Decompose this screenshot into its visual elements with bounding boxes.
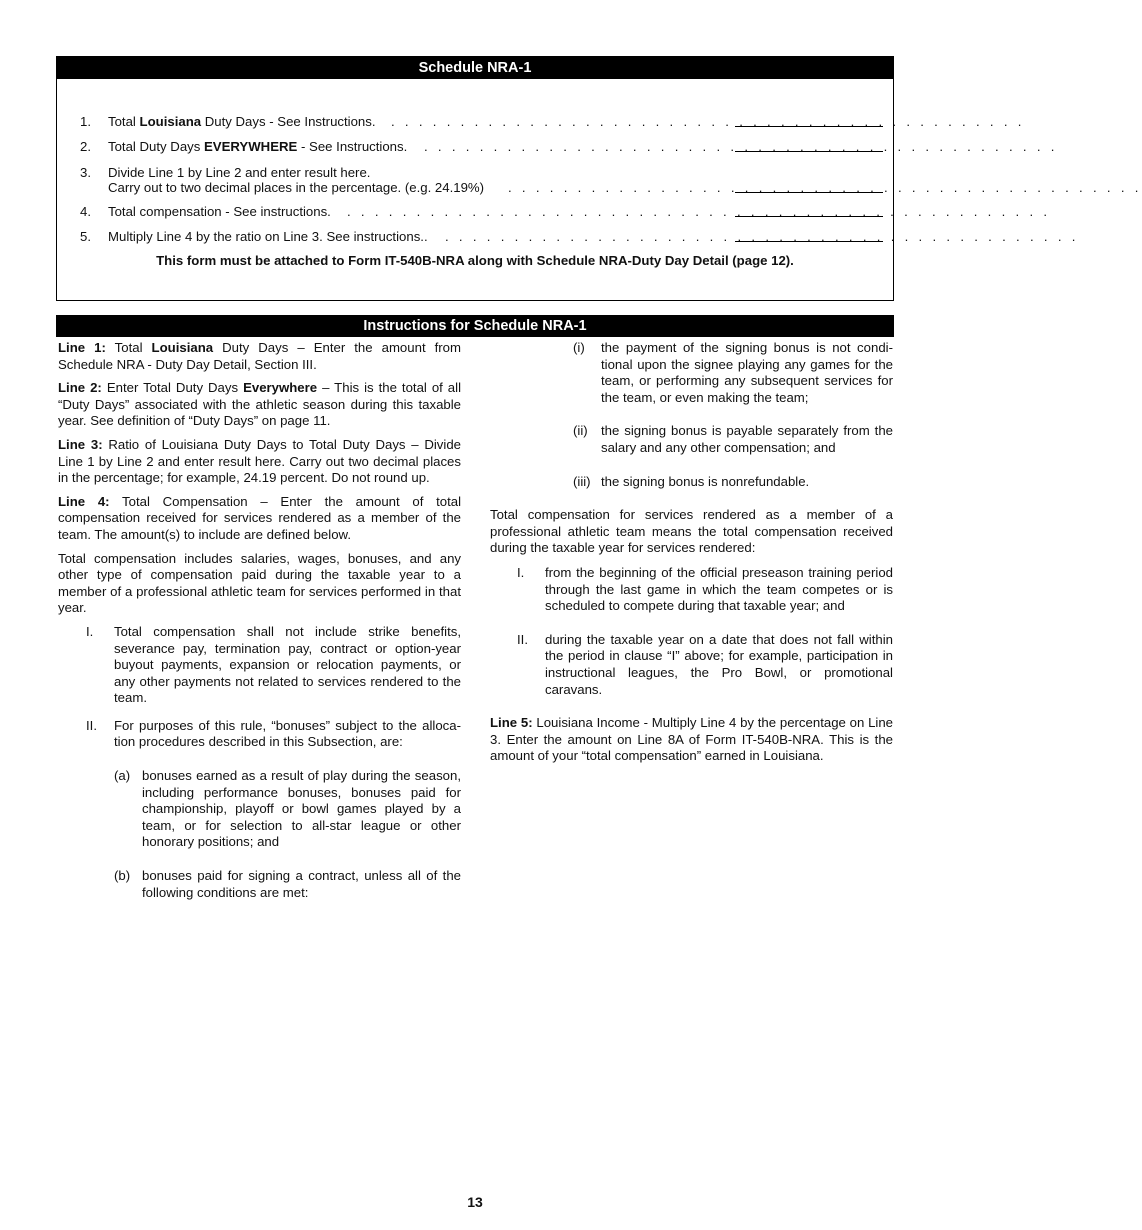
instructions-title: Instructions for Schedule NRA-1: [56, 315, 894, 337]
list-marker: (i): [573, 340, 585, 355]
line-4-label: Line 4:: [58, 493, 110, 509]
instructions-right-column: [490, 340, 893, 772]
line-number: 1.: [80, 114, 91, 129]
dot-leader: . . . . . . . . . . . . . . . . . . . . . . . . . . . . . . . . . . . . . . . . . . . . . .: [508, 180, 1142, 195]
list-marker: (a): [114, 768, 131, 784]
list-item: [58, 624, 461, 707]
line-number: 5.: [80, 229, 91, 244]
line-number: 2.: [80, 139, 91, 154]
page-number: 13: [467, 1194, 483, 1210]
dot-leader: . . . . . . . . . . . . . . . . . . . . . . . . . . . . . . . . . . . . . . . . . . . . . .: [391, 114, 1025, 129]
line-text: Multiply Line 4 by the ratio on Line 3. See instructions..: [108, 229, 428, 244]
line-text: Divide Line 1 by Line 2 and enter result here.: [108, 165, 371, 180]
instruction-text: Total: [105, 340, 152, 355]
list-item-text: from the beginning of the official preseason training period through the last game in which the team competes or is scheduled to compete during that taxable year; and: [545, 564, 893, 614]
list-item: [58, 768, 461, 851]
line-1-label: Line 1:: [58, 340, 106, 355]
line-number: 4.: [80, 204, 91, 219]
list-marker: II.: [517, 631, 528, 647]
list-item: [490, 565, 893, 615]
line-4-instruction: [58, 494, 461, 544]
line-5-entry-field[interactable]: [735, 241, 883, 242]
list-marker: I.: [86, 623, 94, 639]
dot-leader: . . . . . . . . . . . . . . . . . . . . . . . . . . . . . . . . . . . . . . . . . . . . . . . . . . .: [347, 204, 1051, 219]
line-text: Total compensation - See instructions.: [108, 204, 331, 219]
list-marker: (b): [114, 868, 131, 884]
line-2-entry-field[interactable]: [735, 151, 883, 152]
line-2-instruction: [58, 380, 461, 430]
list-item-text: the signing bonus is nonrefundable.: [601, 473, 810, 489]
list-item: [58, 718, 461, 751]
instruction-text: Louisiana Income - Multiply Line 4 by the percentage on Line 3. Enter the amount on Line 8A of Form IT-540B-NRA. This is the amount of your “total compensation” earned in Louisiana.: [490, 715, 894, 764]
list-item: [490, 632, 893, 698]
list-item-text: bonuses earned as a result of play during the season, including performance bonuses, bonuses paid for championship, playoff or bowl games played by a team, or for selection to all-star league or other honorary positions; and: [142, 768, 461, 850]
schedule-nra-1: [56, 56, 1142, 301]
list-item: [490, 340, 893, 406]
line-2-label: Line 2:: [58, 380, 102, 396]
list-item: [490, 423, 893, 456]
line-number: 3.: [80, 165, 91, 180]
line-1-instruction: [58, 340, 461, 373]
attachment-note: This form must be attached to Form IT-540B-NRA along with Schedule NRA-Duty Day Detail (page 12).: [156, 253, 794, 268]
dot-leader: . . . . . . . . . . . . . . . . . . . . . . . . . . . . . . . . . . . . . . . . . . . . . .: [424, 139, 1058, 154]
list-item: [58, 868, 461, 901]
line-text: Total Duty Days: [108, 139, 205, 154]
instruction-text: Duty Days – Enter the amount from Schedule NRA - Duty Day Detail, Section III.: [58, 340, 462, 372]
instruction-text: Total Compensation – Enter the amount of total compensation received for services rendered as a member of the team. The amount(s) to include are defined below.: [58, 493, 462, 542]
total-compensation-paragraph: Total compensation includes salaries, wages, bonuses, and any other type of compensation paid during the taxable year to a member of a professional athletic team for services performed in that year.: [58, 550, 461, 616]
line-text: Total: [108, 114, 140, 129]
dot-leader: . . . . . . . . . . . . . . . . . . . . . . . . . . . . . . . . . . . . . . . . . . . . . .: [445, 229, 1079, 244]
line-4-entry-field[interactable]: [735, 216, 883, 217]
schedule-title: Schedule NRA-1: [57, 57, 893, 79]
line-5-instruction: [490, 715, 893, 765]
line-text-bold: Louisiana: [139, 114, 202, 129]
services-paragraph: Total compensation for services rendered as a member of a professional athletic team means the total compensation received during the taxable year for services rendered:: [490, 507, 893, 556]
line-1-entry-field[interactable]: [735, 126, 883, 127]
line-5-label: Line 5:: [490, 715, 533, 731]
line-text: - See Instructions.: [297, 139, 408, 154]
list-item-text: the payment of the signing bonus is not conditional upon the signee playing any games for the team, or performing any subsequent services for the team, or even making the team;: [601, 340, 893, 405]
list-marker: I.: [517, 564, 525, 580]
instructions-left-column: [58, 340, 461, 912]
list-item-text: during the taxable year on a date that does not fall within the period in clause “I” above; for example, participation in instructional leagues, the Pro Bowl, or promotional caravans.: [545, 631, 893, 697]
list-marker: (iii): [573, 473, 591, 489]
list-marker: II.: [86, 717, 97, 733]
instruction-bold: Everywhere: [243, 380, 318, 396]
instruction-text: Enter Total Duty Days: [101, 380, 244, 396]
list-item-text: Total compensation shall not include strike benefits, severance pay, termination pay, contract or option-year buyout payments, expansion or relocation payments, or any other payments not related to services rendered to the team.: [114, 623, 461, 706]
list-item: [490, 474, 893, 491]
line-3-label: Line 3:: [58, 436, 103, 452]
list-item-text: the signing bonus is payable separately from the salary and any other compensation; and: [601, 423, 893, 455]
instruction-bold: Louisiana: [151, 340, 214, 355]
line-3-instruction: [58, 437, 461, 487]
line-3-entry-field[interactable]: [735, 192, 883, 193]
list-marker: (ii): [573, 423, 588, 439]
instruction-text: Ratio of Louisiana Duty Days to Total Duty Days – Divide Line 1 by Line 2 and enter result here. Carry out two decimal places in the percentage; for example, 24.19 percent. Do not round up.: [58, 436, 462, 486]
list-item-text: bonuses paid for signing a contract, unless all of the following conditions are met:: [142, 868, 461, 900]
line-text: Duty Days - See Instructions.: [201, 114, 376, 129]
instruction-text: – This is the total of all “Duty Days” associated with the athletic season during this taxable year. See definition of “Duty Days” on page 11.: [58, 380, 461, 429]
list-item-text: For purposes of this rule, “bonuses” subject to the allocation procedures described in this Subsection, are:: [114, 717, 461, 750]
line-text-continuation: Carry out to two decimal places in the percentage. (e.g. 24.19%): [108, 180, 485, 195]
line-text-bold: EVERYWHERE: [204, 139, 298, 154]
